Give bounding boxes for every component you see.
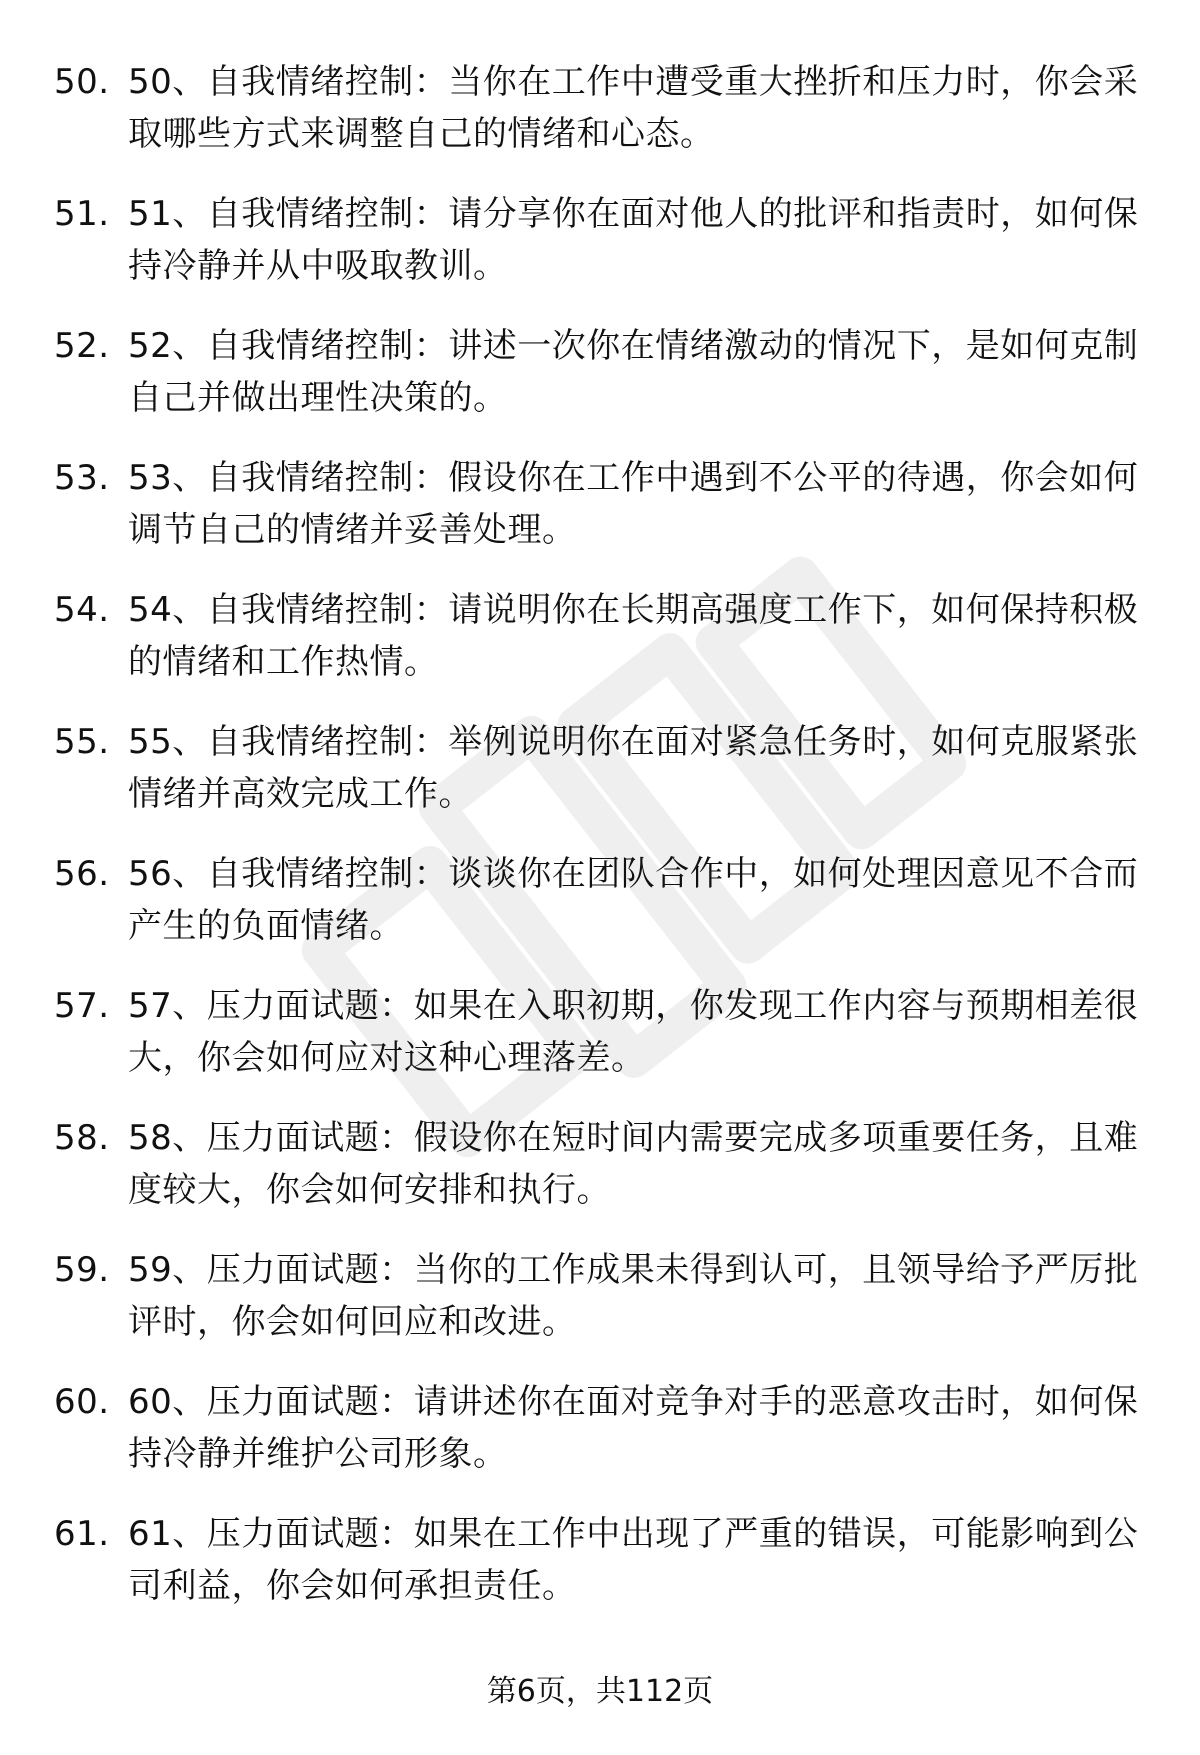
item-text: 54、自我情绪控制：请说明你在长期高强度工作下，如何保持积极的情绪和工作热情。 xyxy=(128,590,1139,682)
list-item xyxy=(54,56,1154,188)
list-item xyxy=(54,1244,1154,1376)
item-text: 55、自我情绪控制：举例说明你在面对紧急任务时，如何克服紧张情绪并高效完成工作。 xyxy=(128,722,1139,814)
item-text: 57、压力面试题：如果在入职初期，你发现工作内容与预期相差很大，你会如何应对这种心理落差。 xyxy=(128,986,1139,1078)
item-number: 56. xyxy=(54,854,110,894)
list-item xyxy=(54,1112,1154,1244)
item-number: 54. xyxy=(54,590,110,630)
item-text: 61、压力面试题：如果在工作中出现了严重的错误，可能影响到公司利益，你会如何承担责任。 xyxy=(128,1514,1139,1606)
item-number: 59. xyxy=(54,1250,110,1290)
item-text: 56、自我情绪控制：谈谈你在团队合作中，如何处理因意见不合而产生的负面情绪。 xyxy=(128,854,1139,946)
item-text: 60、压力面试题：请讲述你在面对竞争对手的恶意攻击时，如何保持冷静并维护公司形象。 xyxy=(128,1382,1139,1474)
item-text: 58、压力面试题：假设你在短时间内需要完成多项重要任务，且难度较大，你会如何安排和执行。 xyxy=(128,1118,1139,1210)
item-text: 59、压力面试题：当你的工作成果未得到认可，且领导给予严厉批评时，你会如何回应和改进。 xyxy=(128,1250,1139,1342)
item-number: 61. xyxy=(54,1514,110,1554)
list-item xyxy=(54,716,1154,848)
item-text: 51、自我情绪控制：请分享你在面对他人的批评和指责时，如何保持冷静并从中吸取教训。 xyxy=(128,194,1139,286)
list-item xyxy=(54,1376,1154,1508)
list-item xyxy=(54,980,1154,1112)
item-number: 57. xyxy=(54,986,110,1026)
list-item xyxy=(54,452,1154,584)
item-number: 52. xyxy=(54,326,110,366)
list-item xyxy=(54,848,1154,980)
item-text: 52、自我情绪控制：讲述一次你在情绪激动的情况下，是如何克制自己并做出理性决策的。 xyxy=(128,326,1139,418)
list-item xyxy=(54,584,1154,716)
list-item xyxy=(54,188,1154,320)
item-text: 53、自我情绪控制：假设你在工作中遇到不公平的待遇，你会如何调节自己的情绪并妥善处理。 xyxy=(128,458,1139,550)
list-item xyxy=(54,1508,1154,1640)
item-number: 53. xyxy=(54,458,110,498)
page-number-label: 第6页，共112页 xyxy=(486,1674,714,1709)
item-number: 50. xyxy=(54,62,110,102)
list-item xyxy=(54,320,1154,452)
item-number: 51. xyxy=(54,194,110,234)
item-number: 60. xyxy=(54,1382,110,1422)
item-number: 58. xyxy=(54,1118,110,1158)
item-text: 50、自我情绪控制：当你在工作中遭受重大挫折和压力时，你会采取哪些方式来调整自己的情绪和心态。 xyxy=(128,62,1139,154)
item-number: 55. xyxy=(54,722,110,762)
page-footer xyxy=(0,1672,1200,1712)
question-list xyxy=(54,56,1154,1640)
